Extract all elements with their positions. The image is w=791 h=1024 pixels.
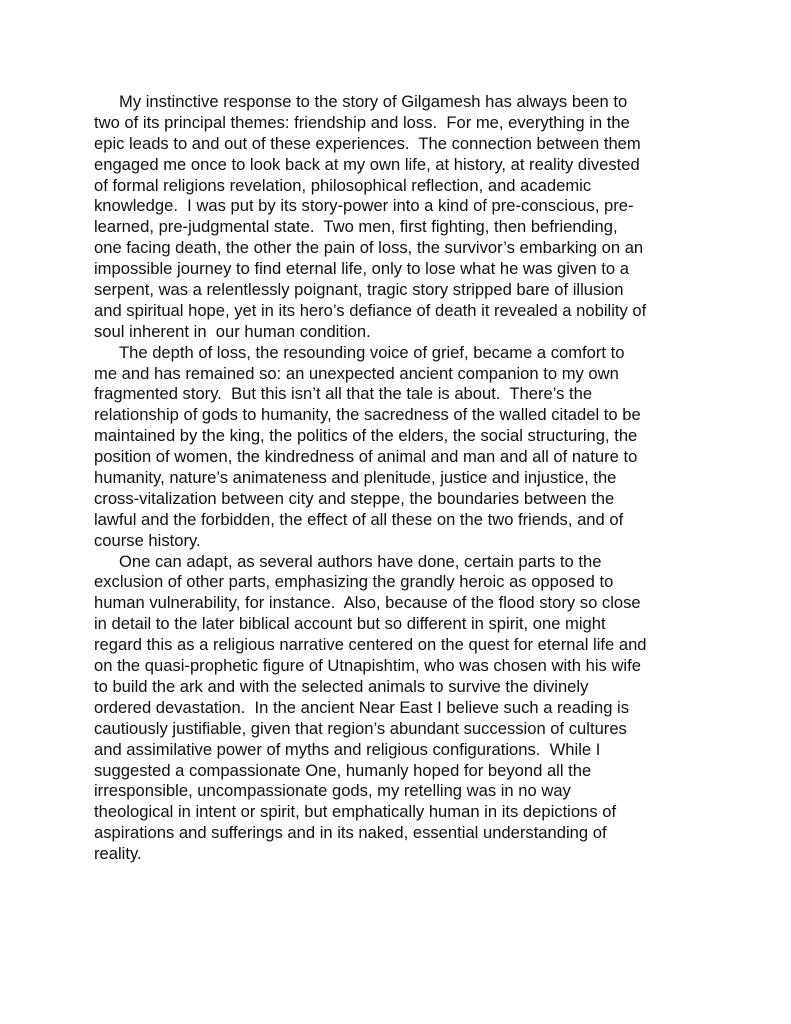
- text-line: position of women, the kindredness of animal and man and all of nature to: [94, 447, 638, 467]
- text-line: maintained by the king, the politics of the elders, the social structuring, the: [94, 426, 638, 446]
- text-line: on the quasi-prophetic figure of Utnapishtim, who was chosen with his wife: [94, 656, 641, 676]
- text-line: ordered devastation. In the ancient Near East I believe such a reading is: [94, 697, 630, 717]
- text-line: one facing death, the other the pain of loss, the survivor’s embarking on an: [94, 238, 644, 258]
- paragraph-2: [94, 343, 706, 552]
- text-line: irresponsible, uncompassionate gods, my retelling was in no way: [94, 781, 571, 801]
- text-line: regard this as a religious narrative centered on the quest for eternal life and: [94, 635, 647, 655]
- text-line: reality.: [94, 844, 142, 864]
- text-line: and assimilative power of myths and religious configurations. While I: [94, 739, 601, 759]
- paragraph-1: [94, 92, 706, 343]
- text-line: One can adapt, as several authors have done, certain parts to the: [119, 551, 602, 571]
- text-line: learned, pre-judgmental state. Two men, first fighting, then befriending,: [94, 217, 618, 237]
- text-line: course history.: [94, 530, 201, 550]
- text-line: relationship of gods to humanity, the sacredness of the walled citadel to be: [94, 405, 641, 425]
- text-line: epic leads to and out of these experiences. The connection between them: [94, 133, 641, 153]
- text-line: fragmented story. But this isn’t all that the tale is about. There’s the: [94, 384, 593, 404]
- text-line: of formal religions revelation, philosophical reflection, and academic: [94, 175, 592, 195]
- text-line: exclusion of other parts, emphasizing the grandly heroic as opposed to: [94, 572, 614, 592]
- text-line: me and has remained so: an unexpected ancient companion to my own: [94, 363, 619, 383]
- text-line: cross-vitalization between city and steppe, the boundaries between the: [94, 488, 615, 508]
- text-line: humanity, nature’s animateness and plenitude, justice and injustice, the: [94, 468, 617, 488]
- text-line: My instinctive response to the story of Gilgamesh has always been to: [119, 92, 628, 111]
- text-line: impossible journey to find eternal life, only to lose what he was given to a: [94, 259, 629, 279]
- text-line: suggested a compassionate One, humanly hoped for beyond all the: [94, 760, 592, 780]
- body-text: [94, 92, 706, 865]
- text-line: and spiritual hope, yet in its hero’s defiance of death it revealed a nobility of: [94, 300, 647, 320]
- text-line: serpent, was a relentlessly poignant, tragic story stripped bare of illusion: [94, 280, 624, 300]
- text-line: knowledge. I was put by its story-power into a kind of pre-conscious, pre-: [94, 196, 634, 216]
- text-line: soul inherent in our human condition.: [94, 321, 371, 341]
- text-line: lawful and the forbidden, the effect of all these on the two friends, and of: [94, 509, 624, 529]
- text-line: cautiously justifiable, given that region’s abundant succession of cultures: [94, 718, 627, 738]
- text-line: theological in intent or spirit, but emphatically human in its depictions of: [94, 802, 617, 822]
- text-line: in detail to the later biblical account but so different in spirit, one might: [94, 614, 606, 634]
- text-line: to build the ark and with the selected animals to survive the divinely: [94, 676, 589, 696]
- text-line: human vulnerability, for instance. Also, because of the flood story so close: [94, 593, 641, 613]
- text-line: two of its principal themes: friendship and loss. For me, everything in the: [94, 112, 630, 132]
- text-line: aspirations and sufferings and in its naked, essential understanding of: [94, 823, 607, 843]
- text-line: engaged me once to look back at my own life, at history, at reality divested: [94, 154, 640, 174]
- text-line: The depth of loss, the resounding voice of grief, became a comfort to: [119, 342, 625, 362]
- paragraph-3: [94, 552, 706, 865]
